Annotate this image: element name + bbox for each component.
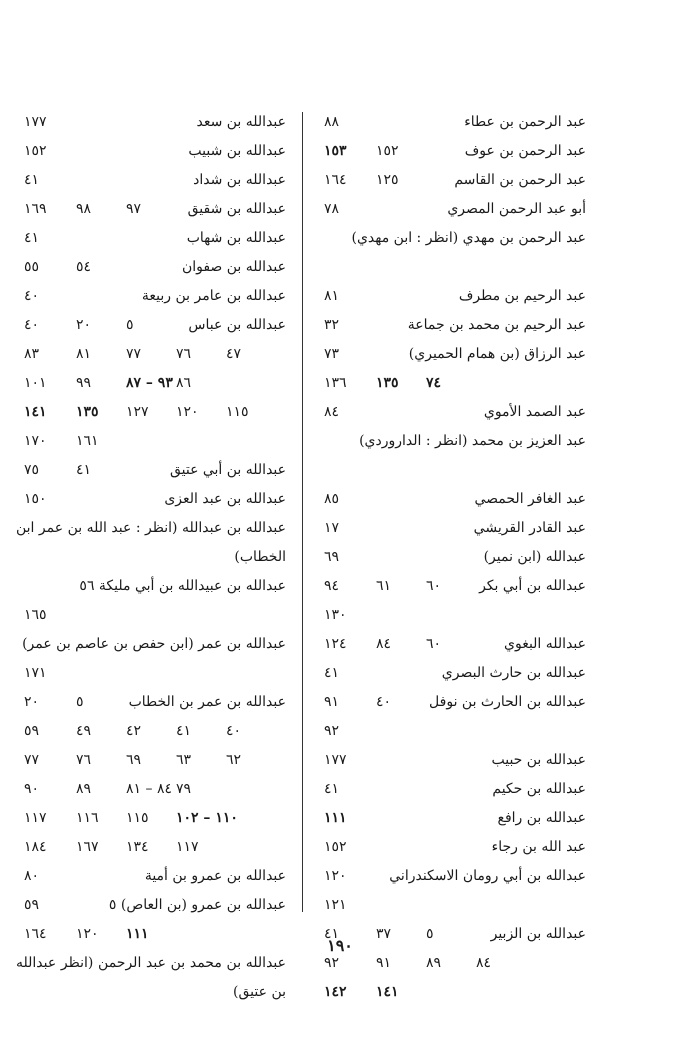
right-column-entry bbox=[316, 601, 586, 630]
right-column-entry bbox=[316, 427, 586, 485]
index-column-right bbox=[316, 108, 586, 1007]
page-ref: ٤٠ bbox=[24, 317, 40, 333]
page-ref: ٨٥ bbox=[324, 491, 340, 507]
page-ref: ١١٥ bbox=[226, 404, 249, 420]
left-column-entry bbox=[16, 369, 286, 398]
left-column-entry bbox=[16, 427, 286, 456]
page-ref: ١٦٤ bbox=[24, 926, 47, 942]
page-ref: ١٣٥ bbox=[376, 375, 399, 391]
right-column-entry bbox=[316, 891, 586, 920]
page-ref: ٩٠ bbox=[24, 781, 40, 797]
page-ref: ٩٨ bbox=[76, 201, 92, 217]
page-ref: ٧٤ bbox=[426, 375, 442, 391]
entry-name: عبد الرحمن بن القاسم bbox=[454, 172, 586, 188]
page-ref: ٥ bbox=[126, 317, 134, 333]
page-ref: ١٦٩ bbox=[24, 201, 47, 217]
left-column-entry bbox=[16, 746, 286, 775]
left-column-entry bbox=[16, 224, 286, 253]
entry-name: عبدالله بن محمد بن عبد الرحمن (انظر عبدالله بن عتيق) bbox=[16, 955, 286, 1000]
page-ref: ١٥٢ bbox=[376, 143, 399, 159]
page-ref: ٣٧ bbox=[376, 926, 392, 942]
page-ref: ١٦١ bbox=[76, 433, 99, 449]
page-ref: ٢٠ bbox=[24, 694, 40, 710]
entry-name: عبدالله بن عبدالله (انظر : عبد الله بن عمر ابن الخطاب) bbox=[16, 520, 286, 565]
page-ref: ١٣٤ bbox=[126, 839, 149, 855]
page-ref: ٤١ bbox=[24, 172, 40, 188]
right-column-entry bbox=[316, 137, 586, 166]
page-ref: ٤١ bbox=[76, 462, 92, 478]
page-ref: ١٧٧ bbox=[324, 752, 347, 768]
page-ref: ٤١ bbox=[24, 230, 40, 246]
entry-name: عبدالله بن شبيب bbox=[188, 143, 286, 159]
page-number: ١٩٠ bbox=[327, 936, 353, 955]
entry-name: عبدالله بن أبي عتيق bbox=[169, 462, 286, 478]
entry-name: عبدالله بن شداد bbox=[193, 172, 286, 188]
page-ref: ٦٩ bbox=[126, 752, 142, 768]
page-ref: ٤٩ bbox=[76, 723, 92, 739]
page-ref: ٤٠ bbox=[226, 723, 242, 739]
entry-name: عبدالله بن عمرو بن أمية bbox=[144, 868, 286, 884]
right-column-entry bbox=[316, 862, 586, 891]
page-ref: ١١٧ bbox=[24, 810, 47, 826]
page-ref: ١٥٢ bbox=[24, 143, 47, 159]
page-ref: ٧٦ bbox=[76, 752, 92, 768]
left-column-entry bbox=[16, 282, 286, 311]
page-ref: ١٢٥ bbox=[376, 172, 399, 188]
page-ref: ١٢٠ bbox=[176, 404, 199, 420]
entry-name: عبدالله بن الزبير bbox=[490, 926, 586, 942]
page-ref: ٨١ bbox=[76, 346, 92, 362]
entry-name: عبد الله بن رجاء bbox=[491, 839, 586, 855]
page-ref: ٧٧ bbox=[126, 346, 142, 362]
entry-name: عبد الصمد الأموي bbox=[483, 404, 586, 420]
entry-name: عبد الرحمن بن عوف bbox=[464, 143, 586, 159]
left-column-entry bbox=[16, 688, 286, 717]
entry-name: عبد العزيز بن محمد (انظر : الداروردي) bbox=[359, 433, 586, 449]
page-ref: ١١١ bbox=[126, 926, 149, 942]
page-ref: ١١٠ – ١٠٢ bbox=[176, 810, 238, 826]
right-column-entry bbox=[316, 282, 586, 311]
page-ref: ٨٠ bbox=[24, 868, 40, 884]
left-column-entry bbox=[16, 630, 286, 688]
entry-name: عبدالله (ابن نمير) bbox=[483, 549, 586, 565]
entry-name: عبدالله بن سعد bbox=[196, 114, 286, 130]
entry-name: عبدالله بن شقيق bbox=[187, 201, 286, 217]
entry-name: عبدالله بن عمر (ابن حفص بن عاصم بن عمر) bbox=[22, 636, 286, 652]
page-ref: ١٢٠ bbox=[324, 868, 347, 884]
left-column-entry bbox=[16, 108, 286, 137]
entry-name: عبدالله البغوي bbox=[504, 636, 586, 652]
entry-name: عبدالله بن أبي رومان الاسكندراني bbox=[389, 868, 586, 884]
right-column-entry bbox=[316, 514, 586, 543]
right-column-entry bbox=[316, 688, 586, 717]
page-ref: ٩١ bbox=[324, 694, 340, 710]
page-ref: ٦٠ bbox=[426, 578, 442, 594]
page-ref: ٦٠ bbox=[426, 636, 442, 652]
entry-name: عبدالله بن عامر بن ربيعة bbox=[141, 288, 286, 304]
page-ref: ١٣٦ bbox=[324, 375, 347, 391]
page-ref: ١٥٠ bbox=[24, 491, 47, 507]
page-ref: ٦٣ bbox=[176, 752, 192, 768]
page-ref: ١٨٤ bbox=[24, 839, 47, 855]
right-column-entry bbox=[316, 717, 586, 746]
page-ref: ٧٩ bbox=[176, 781, 192, 797]
page-ref: ١٧٠ bbox=[24, 433, 47, 449]
page-ref: ١١١ bbox=[324, 810, 347, 826]
entry-name: عبدالله بن صفوان bbox=[181, 259, 286, 275]
page-ref: ١٢٤ bbox=[324, 636, 347, 652]
page-ref: ٤١ bbox=[324, 665, 340, 681]
page-ref: ٩٤ bbox=[324, 578, 340, 594]
page-ref: ٦١ bbox=[376, 578, 392, 594]
page-ref: ٨٤ bbox=[476, 955, 492, 971]
right-column-entry bbox=[316, 804, 586, 833]
entry-name: عبد الرحيم بن مطرف bbox=[458, 288, 586, 304]
entry-name: عبدالله بن عبد العزى bbox=[164, 491, 286, 507]
page-ref: ١٦٥ bbox=[24, 607, 47, 623]
page-ref: ٤٠ bbox=[24, 288, 40, 304]
entry-name: عبد الغافر الحمصي bbox=[474, 491, 586, 507]
page-ref: ١٣٥ bbox=[76, 404, 99, 420]
left-column-entry bbox=[16, 166, 286, 195]
page-ref: ١١٦ bbox=[76, 810, 99, 826]
right-column-entry bbox=[316, 659, 586, 688]
page-ref: ٨٩ bbox=[76, 781, 92, 797]
entry-name: أبو عبد الرحمن المصري bbox=[447, 201, 586, 217]
page-ref: ٥ bbox=[426, 926, 434, 942]
page-ref: ١٤١ bbox=[376, 984, 399, 1000]
page-ref: ٨٦ bbox=[176, 375, 192, 391]
left-column-entry bbox=[16, 804, 286, 833]
left-column-entry bbox=[16, 340, 286, 369]
left-column-entry bbox=[16, 253, 286, 282]
page-ref: ١٦٧ bbox=[76, 839, 99, 855]
page-ref: ١٢١ bbox=[324, 897, 347, 913]
right-column-entry bbox=[316, 166, 586, 195]
page-ref: ١٦٤ bbox=[324, 172, 347, 188]
right-column-entry bbox=[316, 340, 586, 369]
page-ref: ٧٨ bbox=[324, 201, 340, 217]
page-ref: ١٧ bbox=[324, 520, 340, 536]
right-column-entry bbox=[316, 224, 586, 282]
page-ref: ١٢٠ bbox=[76, 926, 99, 942]
left-column-entry bbox=[16, 891, 286, 920]
page-ref: ٨٨ bbox=[324, 114, 340, 130]
left-column-entry bbox=[16, 949, 286, 1007]
right-column-entry bbox=[316, 543, 586, 572]
page-ref: ٥٩ bbox=[24, 897, 40, 913]
page-ref: ٥ bbox=[76, 694, 84, 710]
page-ref: ٥٥ bbox=[24, 259, 40, 275]
page-ref: ٩١ bbox=[376, 955, 392, 971]
page-ref: ١٥٢ bbox=[324, 839, 347, 855]
right-column-entry bbox=[316, 630, 586, 659]
page-ref: ١٣٠ bbox=[324, 607, 347, 623]
entry-name: عبدالله بن عمرو (بن العاص) ٥ bbox=[108, 897, 286, 913]
right-column-entry bbox=[316, 978, 586, 1007]
page-ref: ٨٣ bbox=[24, 346, 40, 362]
page-ref: ٤٠ bbox=[376, 694, 392, 710]
entry-name: عبد الرحمن بن عطاء bbox=[464, 114, 586, 130]
column-divider bbox=[302, 112, 303, 912]
left-column-entry bbox=[16, 717, 286, 746]
page-ref: ٧٦ bbox=[176, 346, 192, 362]
left-column-entry bbox=[16, 137, 286, 166]
page-ref: ٨٤ bbox=[376, 636, 392, 652]
right-column-entry bbox=[316, 572, 586, 601]
page-ref: ٥٩ bbox=[24, 723, 40, 739]
left-column-entry bbox=[16, 572, 286, 630]
page-ref: ١٧١ bbox=[24, 665, 47, 681]
entry-name: عبد القادر القريشي bbox=[473, 520, 586, 536]
left-column-entry bbox=[16, 311, 286, 340]
page-ref: ٧٣ bbox=[324, 346, 340, 362]
page-ref: ٨١ bbox=[324, 288, 340, 304]
page-ref: ١٠١ bbox=[24, 375, 47, 391]
entry-name: عبدالله بن عمر بن الخطاب bbox=[128, 694, 286, 710]
entry-name: عبدالله بن شهاب bbox=[186, 230, 286, 246]
page-ref: ٨٩ bbox=[426, 955, 442, 971]
right-column-entry bbox=[316, 746, 586, 775]
page-ref: ١٤١ bbox=[24, 404, 47, 420]
page-ref: ٤١ bbox=[176, 723, 192, 739]
page-ref: ٨٤ bbox=[324, 404, 340, 420]
page-ref: ٩٢ bbox=[324, 955, 340, 971]
page-ref: ١١٧ bbox=[176, 839, 199, 855]
page-ref: ٦٩ bbox=[324, 549, 340, 565]
left-column-entry bbox=[16, 456, 286, 485]
page-ref: ٣٢ bbox=[324, 317, 340, 333]
entry-name: عبدالله بن حارث البصري bbox=[441, 665, 586, 681]
entry-name: عبد الرحيم بن محمد بن جماعة bbox=[407, 317, 586, 333]
left-column-entry bbox=[16, 485, 286, 514]
right-column-entry bbox=[316, 195, 586, 224]
page-ref: ٩٢ bbox=[324, 723, 340, 739]
entry-name: عبدالله بن حبيب bbox=[491, 752, 586, 768]
page-ref: ٤١ bbox=[324, 926, 340, 942]
page-ref: ١٧٧ bbox=[24, 114, 47, 130]
left-column-entry bbox=[16, 775, 286, 804]
right-column-entry bbox=[316, 775, 586, 804]
entry-name: عبد الرحمن بن مهدي (انظر : ابن مهدي) bbox=[351, 230, 586, 246]
page-ref: ١٤٢ bbox=[324, 984, 347, 1000]
right-column-entry bbox=[316, 311, 586, 340]
left-column-entry bbox=[16, 833, 286, 862]
left-column-entry bbox=[16, 514, 286, 572]
entry-name: عبدالله بن رافع bbox=[497, 810, 586, 826]
entry-name: عبدالله بن الحارث بن نوفل bbox=[429, 694, 586, 710]
page-ref: ٧٧ bbox=[24, 752, 40, 768]
page-ref: ٥٤ bbox=[76, 259, 92, 275]
left-column-entry bbox=[16, 195, 286, 224]
entry-name: عبدالله بن حكيم bbox=[492, 781, 586, 797]
page-ref: ١٥٣ bbox=[324, 143, 347, 159]
page-ref: ٨٤ – ٨١ bbox=[126, 781, 172, 797]
left-column-entry bbox=[16, 398, 286, 427]
page-ref: ١١٥ bbox=[126, 810, 149, 826]
right-column-entry bbox=[316, 369, 586, 398]
page-ref: ٤٧ bbox=[226, 346, 242, 362]
entry-name: عبدالله بن أبي بكر bbox=[479, 578, 586, 594]
right-column-entry bbox=[316, 833, 586, 862]
entry-name: عبد الرزاق (بن همام الحميري) bbox=[408, 346, 586, 362]
page-ref: ٩٩ bbox=[76, 375, 92, 391]
page-ref: ٧٥ bbox=[24, 462, 40, 478]
page-ref: ٩٣ – ٨٧ bbox=[126, 375, 173, 391]
entry-name: عبدالله بن عبيدالله بن أبي مليكة ٥٦ bbox=[79, 578, 286, 594]
page-ref: ٤١ bbox=[324, 781, 340, 797]
right-column-entry bbox=[316, 398, 586, 427]
page-ref: ٢٠ bbox=[76, 317, 92, 333]
index-column-left bbox=[16, 108, 286, 1007]
entry-name: عبدالله بن عباس bbox=[188, 317, 286, 333]
page-ref: ٤٢ bbox=[126, 723, 142, 739]
right-column-entry bbox=[316, 108, 586, 137]
page-ref: ٩٧ bbox=[126, 201, 142, 217]
right-column-entry bbox=[316, 485, 586, 514]
page-ref: ١٢٧ bbox=[126, 404, 149, 420]
page-ref: ٦٢ bbox=[226, 752, 242, 768]
left-column-entry bbox=[16, 862, 286, 891]
